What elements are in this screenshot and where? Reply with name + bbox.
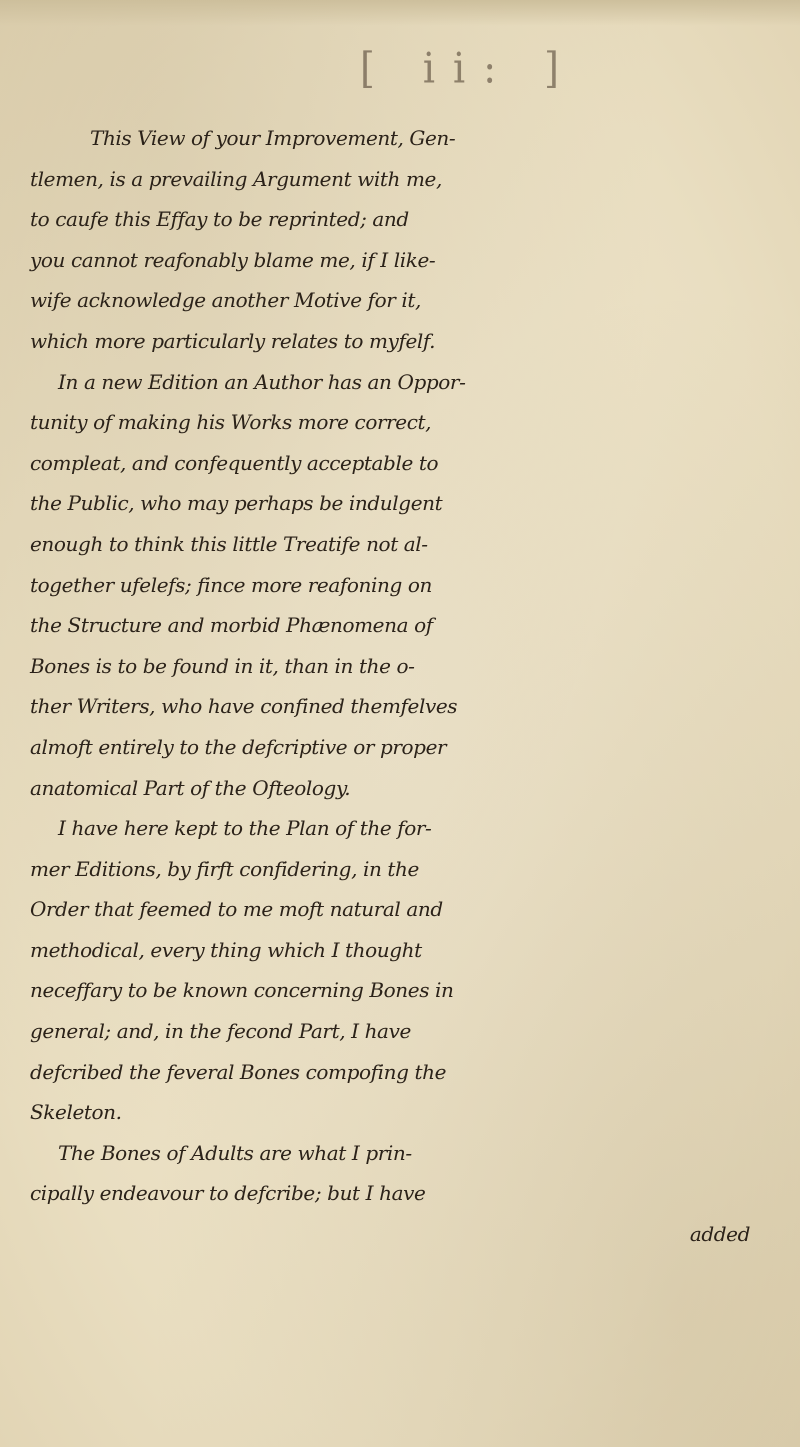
text-line: I have here kept to the Plan of the for- [58, 816, 432, 841]
text-line: the Structure and morbid Phænomena of [30, 613, 433, 638]
text-line: methodical, every thing which I thought [30, 937, 422, 962]
text-line: tunity of making his Works more correct, [30, 410, 432, 435]
text-line: the Public, who may perhaps be indulgent [30, 491, 443, 516]
text-line: Bones is to be found in it, than in the o- [30, 653, 415, 678]
text-line: together ufelefs; fince more reafoning on [30, 572, 432, 597]
body-text [30, 118, 790, 1255]
text-line: you cannot reafonably blame me, if I like- [30, 247, 436, 272]
text-line: added [689, 1222, 750, 1247]
text-line: enough to think this little Treatife not al- [30, 531, 428, 556]
text-line: anatomical Part of the Ofteology. [30, 775, 351, 800]
text-line: which more particularly relates to myfelf. [30, 328, 436, 353]
text-line: Order that feemed to me moft natural and [30, 897, 443, 922]
text-line: cipally endeavour to defcribe; but I have [30, 1181, 426, 1206]
text-line: defcribed the feveral Bones compofing the [30, 1059, 447, 1084]
text-line: ther Writers, who have confined themfelves [30, 694, 458, 719]
text-line: In a new Edition an Author has an Oppor- [58, 369, 466, 394]
text-line: This View of your Improvement, Gen- [90, 126, 456, 150]
page-header-mark: [ ii: ] [360, 43, 577, 93]
text-line: to caufe this Effay to be reprinted; and [30, 207, 409, 232]
text-line: The Bones of Adults are what I prin- [58, 1140, 412, 1165]
text-line: mer Editions, by firft confidering, in the [30, 856, 419, 881]
page-top-edge [0, 0, 800, 26]
text-line: tlemen, is a prevailing Argument with me, [30, 166, 442, 191]
text-line: general; and, in the fecond Part, I have [30, 1019, 411, 1044]
text-line: Skeleton. [30, 1100, 122, 1125]
text-line: compleat, and confequently acceptable to [30, 450, 439, 475]
text-line: neceffary to be known concerning Bones in [30, 978, 454, 1003]
text-line: almoft entirely to the defcriptive or proper [30, 734, 447, 759]
text-line: wife acknowledge another Motive for it, [30, 288, 421, 313]
